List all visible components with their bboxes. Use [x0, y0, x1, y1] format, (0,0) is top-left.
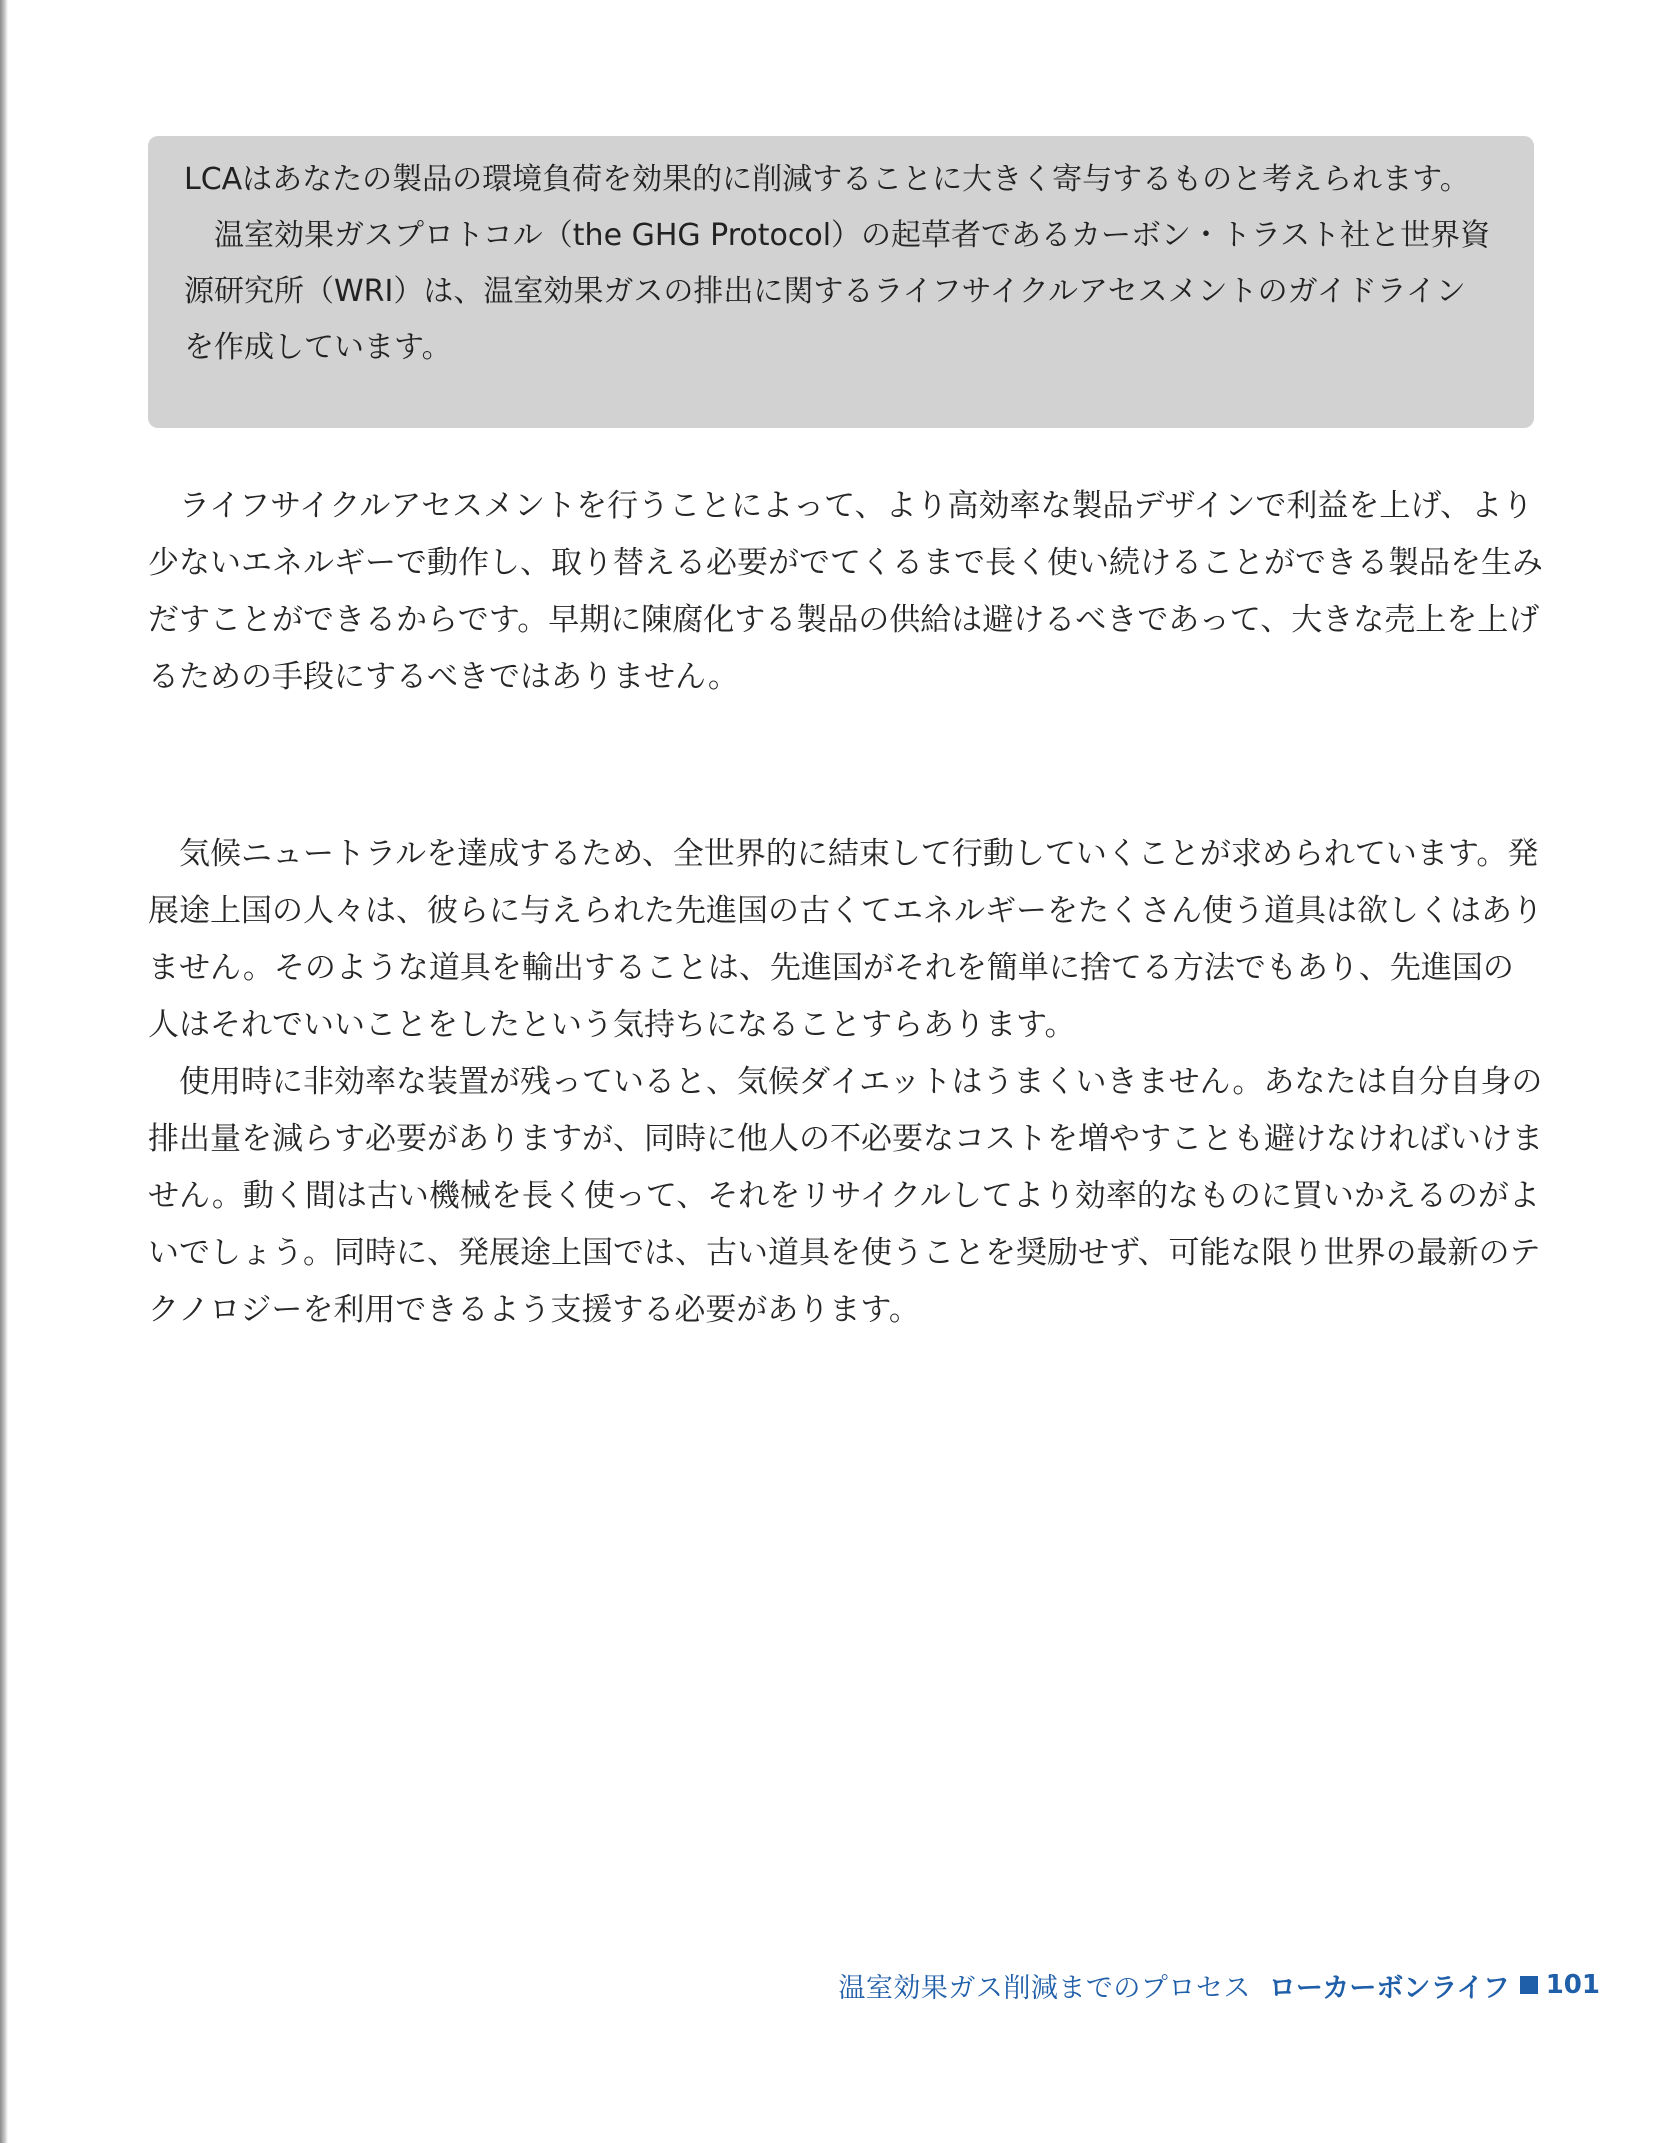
footer-book-title: ローカーボンライフ [1268, 1972, 1510, 2004]
body-paragraph: 使用時に非効率な装置が残っていると、気候ダイエットはうまくいきません。あなたは自分自身の排出量を減らす必要がありますが、同時に他人の不必要なコストを増やすことも避けなければいけません。動く間は古い機械を長く使って、それをリサイクルしてより効率的なものに買いかえるのがよいでしょう。同時に、発展途上国では、古い道具を使うことを奨励せず、可能な限り世界の最新のテクノロジーを利用できるよう支援する必要があります。 [148, 1064, 1543, 1328]
note-paragraph-1: LCAはあなたの製品の環境負荷を効果的に削減することに大きく寄与するものと考えられます。 [184, 162, 1470, 197]
footer-square-icon [1520, 1976, 1538, 1994]
footer-section-title: 温室効果ガス削減までのプロセス [838, 1972, 1251, 2004]
page-binding-edge [0, 0, 8, 2143]
body-paragraph: ライフサイクルアセスメントを行うことによって、より高効率な製品デザインで利益を上げ、より少ないエネルギーで動作し、取り替える必要がでてくるまで長く使い続けることができる製品を生みだすことができるからです。早期に陳腐化する製品の供給は避けるべきであって、大きな売上を上げるための手段にするべきではありません。 [148, 488, 1543, 695]
page-number: 101 [1545, 1970, 1600, 2000]
note-paragraph-2: 温室効果ガスプロトコル（the GHG Protocol）の起草者であるカーボン・トラスト社と世界資源研究所（WRI）は、温室効果ガスの排出に関するライフサイクルアセスメントのガイドラインを作成しています。 [184, 218, 1491, 365]
body-paragraph: 気候ニュートラルを達成するため、全世界的に結束して行動していくことが求められています。発展途上国の人々は、彼らに与えられた先進国の古くてエネルギーをたくさん使う道具は欲しくはありません。そのような道具を輸出することは、先進国がそれを簡単に捨てる方法でもあり、先進国の人はそれでいいことをしたという気持ちになることすらあります。 [148, 836, 1543, 1043]
highlighted-note-box [148, 136, 1534, 428]
page-footer [838, 1965, 1600, 2005]
body-section-2 [148, 826, 1544, 1339]
body-section-1 [148, 478, 1544, 706]
